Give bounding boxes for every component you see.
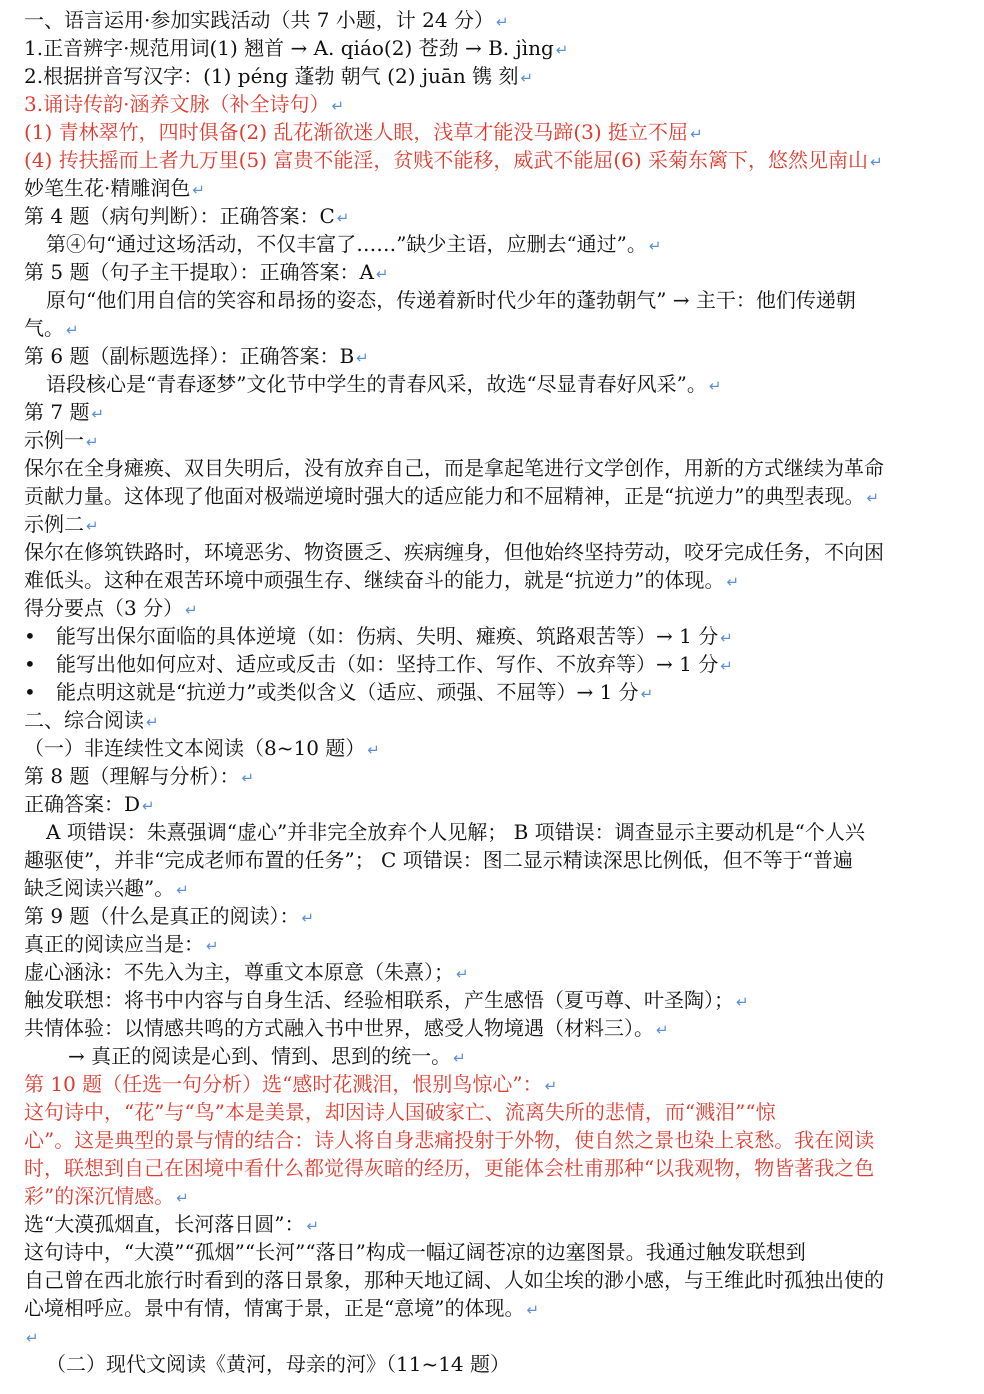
- text-line: [24, 706, 984, 734]
- text-line: [24, 818, 984, 846]
- paragraph-mark-icon: ↵: [142, 797, 155, 815]
- line-text: 趣驱使”，并非“完成老师布置的任务”； C 项错误：图二显示精读深思比例低，但不等于“普遍: [24, 848, 853, 872]
- paragraph-mark-icon: ↵: [192, 181, 205, 199]
- paragraph-mark-icon: ↵: [656, 1021, 669, 1039]
- paragraph-mark-icon: ↵: [720, 629, 733, 647]
- paragraph-mark-icon: ↵: [176, 881, 189, 899]
- line-text: 第 4 题（病句判断）：正确答案：C: [24, 204, 335, 228]
- text-line: [24, 202, 984, 230]
- text-line: [24, 566, 984, 594]
- text-line: [24, 650, 984, 678]
- line-text: 第 7 题: [24, 400, 90, 424]
- text-line: [24, 1154, 984, 1182]
- text-line: [24, 6, 984, 34]
- line-text: → 真正的阅读是心到、情到、思到的统一。: [68, 1044, 452, 1068]
- line-text: 能写出他如何应对、适应或反击（如：坚持工作、写作、不放弃等）→ 1 分: [56, 652, 719, 676]
- line-text: 彩”的深沉情感。: [24, 1184, 175, 1208]
- paragraph-mark-icon: ↵: [331, 97, 345, 115]
- text-line: [24, 1350, 984, 1378]
- text-line: [24, 1070, 984, 1098]
- paragraph-mark-icon: ↵: [306, 1217, 320, 1235]
- text-line: [24, 314, 984, 342]
- line-text: 能写出保尔面临的具体逆境（如：伤病、失明、瘫痪、筑路艰苦等）→ 1 分: [56, 624, 719, 648]
- line-text: 第 5 题（句子主干提取）：正确答案：A: [24, 260, 374, 284]
- line-text: 保尔在全身瘫痪、双目失明后，没有放弃自己，而是拿起笔进行文学创作，用新的方式继续为革命: [24, 456, 884, 480]
- paragraph-mark-icon: ↵: [648, 237, 662, 255]
- text-line: [24, 538, 984, 566]
- paragraph-mark-icon: ↵: [91, 405, 105, 423]
- line-text: 原句“他们用自信的笑容和昂扬的姿态，传递着新时代少年的蓬勃朝气” → 主干：他们传递朝: [46, 288, 856, 312]
- paragraph-mark-icon: ↵: [26, 1329, 39, 1347]
- text-line: [24, 174, 984, 202]
- line-text: 二、综合阅读: [24, 708, 144, 732]
- text-line: [24, 678, 984, 706]
- text-line: [24, 874, 984, 902]
- paragraph-mark-icon: ↵: [241, 769, 255, 787]
- paragraph-mark-icon: ↵: [526, 1301, 540, 1319]
- line-text: 3.诵诗传韵·涵养文脉（补全诗句）: [24, 92, 330, 116]
- text-line: [24, 286, 984, 314]
- paragraph-mark-icon: ↵: [726, 573, 740, 591]
- line-text: 2.根据拼音写汉字：(1) péng 蓬勃 朝气 (2) juān 镌 刻: [24, 64, 519, 88]
- paragraph-mark-icon: ↵: [356, 349, 369, 367]
- line-text: 心”。这是典型的景与情的结合：诗人将自身悲痛投射于外物，使自然之景也染上哀愁。我在阅读: [24, 1128, 875, 1152]
- line-text: 这句诗中，“大漠”“孤烟”“长河”“落日”构成一幅辽阔苍凉的边塞图景。我通过触发联想到: [24, 1240, 806, 1264]
- text-line: [24, 1322, 984, 1350]
- text-line: [24, 146, 984, 174]
- paragraph-mark-icon: ↵: [866, 489, 880, 507]
- text-line: [24, 762, 984, 790]
- paragraph-mark-icon: ↵: [66, 321, 79, 339]
- paragraph-mark-icon: ↵: [456, 965, 469, 983]
- text-line: [24, 986, 984, 1014]
- paragraph-mark-icon: ↵: [495, 13, 509, 31]
- line-text: A 项错误：朱熹强调“虚心”并非完全放弃个人见解； B 项错误：调查显示主要动机是“个人兴: [46, 820, 865, 844]
- line-text: 触发联想：将书中内容与自身生活、经验相联系，产生感悟（夏丏尊、叶圣陶）；: [24, 988, 734, 1012]
- line-text: 难低头。这种在艰苦环境中顽强生存、继续奋斗的能力，就是“抗逆力”的体现。: [24, 568, 725, 592]
- text-line: [24, 1294, 984, 1322]
- text-line: [24, 118, 984, 146]
- paragraph-mark-icon: ↵: [375, 265, 389, 283]
- line-text: 选“大漠孤烟直，长河落日圆”：: [24, 1212, 305, 1236]
- text-line: [24, 902, 984, 930]
- line-text: 语段核心是“青春逐梦”文化节中学生的青春风采，故选“尽显青春好风采”。: [46, 372, 707, 396]
- line-text: 时，联想到自己在困境中看什么都觉得灰暗的经历，更能体会杜甫那种“以我观物，物皆著我之色: [24, 1156, 875, 1180]
- paragraph-mark-icon: ↵: [453, 1049, 466, 1067]
- line-text: 第 8 题（理解与分析）：: [24, 764, 240, 788]
- line-text: 一、语言运用·参加实践活动（共 7 小题，计 24 分）: [24, 8, 494, 32]
- line-text: 这句诗中，“花”与“鸟”本是美景，却因诗人国破家亡、流离失所的悲情，而“溅泪”“惊: [24, 1100, 776, 1124]
- line-text: 得分要点（3 分）: [24, 596, 184, 620]
- line-text: 第 6 题（副标题选择）：正确答案：B: [24, 344, 355, 368]
- line-text: 自己曾在西北旅行时看到的落日景象，那种天地辽阔、人如尘埃的渺小感，与王维此时孤独出使的: [24, 1268, 884, 1292]
- paragraph-mark-icon: ↵: [555, 41, 569, 59]
- line-text: 第 10 题（任选一句分析）选“感时花溅泪，恨别鸟惊心”：: [24, 1072, 543, 1096]
- paragraph-mark-icon: ↵: [86, 517, 99, 535]
- text-line: [24, 258, 984, 286]
- line-text: 能点明这就是“抗逆力”或类似含义（适应、顽强、不屈等）→ 1 分: [56, 680, 639, 704]
- text-line: [24, 1098, 984, 1126]
- line-text: 第④句“通过这场活动，不仅丰富了……”缺少主语，应删去“通过”。: [46, 232, 647, 256]
- text-line: [24, 398, 984, 426]
- paragraph-mark-icon: ↵: [870, 153, 883, 171]
- line-text: 妙笔生花·精雕润色: [24, 176, 191, 200]
- line-text: 共情体验：以情感共鸣的方式融入书中世界，感受人物境遇（材料三）。: [24, 1016, 654, 1040]
- paragraph-mark-icon: ↵: [146, 713, 159, 731]
- line-text: 心境相呼应。景中有情，情寓于景，正是“意境”的体现。: [24, 1296, 525, 1320]
- line-text: 缺乏阅读兴趣”。: [24, 876, 175, 900]
- paragraph-mark-icon: ↵: [336, 209, 350, 227]
- text-line: [24, 342, 984, 370]
- text-line: [24, 1126, 984, 1154]
- paragraph-mark-icon: ↵: [708, 377, 722, 395]
- line-text: (4) 抟扶摇而上者九万里(5) 富贵不能淫，贫贱不能移，威武不能屈(6) 采菊东篱下，悠然见南山: [24, 148, 869, 172]
- line-text: 示例一: [24, 428, 84, 452]
- line-text: (1) 青林翠竹，四时俱备(2) 乱花渐欲迷人眼，浅草才能没马蹄(3) 挺立不屈: [24, 120, 689, 144]
- line-text: （一）非连续性文本阅读（8~10 题）: [24, 736, 366, 760]
- bullet-marker: •: [24, 624, 36, 648]
- paragraph-mark-icon: ↵: [736, 993, 749, 1011]
- paragraph-mark-icon: ↵: [520, 69, 534, 87]
- line-text: 保尔在修筑铁路时，环境恶劣、物资匮乏、疾病缠身，但他始终坚持劳动，咬牙完成任务，不向困: [24, 540, 884, 564]
- text-line: [24, 62, 984, 90]
- paragraph-mark-icon: ↵: [544, 1077, 558, 1095]
- line-text: 第 9 题（什么是真正的阅读）：: [24, 904, 300, 928]
- text-line: [24, 622, 984, 650]
- text-line: [24, 1042, 984, 1070]
- text-line: [24, 1238, 984, 1266]
- paragraph-mark-icon: ↵: [301, 909, 315, 927]
- paragraph-mark-icon: ↵: [690, 125, 703, 143]
- paragraph-mark-icon: ↵: [86, 433, 99, 451]
- text-line: [24, 482, 984, 510]
- paragraph-mark-icon: ↵: [185, 601, 198, 619]
- paragraph-mark-icon: ↵: [367, 741, 380, 759]
- paragraph-mark-icon: ↵: [640, 685, 654, 703]
- text-line: [24, 426, 984, 454]
- text-line: [24, 1210, 984, 1238]
- text-line: [24, 370, 984, 398]
- text-line: [24, 930, 984, 958]
- text-line: [24, 1266, 984, 1294]
- text-line: [24, 958, 984, 986]
- bullet-marker: •: [24, 652, 36, 676]
- text-line: [24, 846, 984, 874]
- line-text: 1.正音辨字·规范用词(1) 翘首 → A. qiáo(2) 苍劲 → B. jìng: [24, 36, 554, 60]
- text-line: [24, 594, 984, 622]
- bullet-marker: •: [24, 680, 36, 704]
- text-line: [24, 454, 984, 482]
- line-text: 正确答案：D: [24, 792, 141, 816]
- text-line: [24, 1182, 984, 1210]
- text-line: [24, 1014, 984, 1042]
- line-text: 示例二: [24, 512, 84, 536]
- text-line: [24, 790, 984, 818]
- line-text: 气。: [24, 316, 64, 340]
- text-line: [24, 510, 984, 538]
- text-line: [24, 230, 984, 258]
- text-line: [24, 34, 984, 62]
- paragraph-mark-icon: ↵: [206, 937, 219, 955]
- text-line: [24, 90, 984, 118]
- line-text: 真正的阅读应当是：: [24, 932, 204, 956]
- text-line: [24, 734, 984, 762]
- line-text: 虚心涵泳：不先入为主，尊重文本原意（朱熹）；: [24, 960, 454, 984]
- line-text: 贡献力量。这体现了他面对极端逆境时强大的适应能力和不屈精神，正是“抗逆力”的典型表现。: [24, 484, 865, 508]
- paragraph-mark-icon: ↵: [720, 657, 733, 675]
- line-text: （二）现代文阅读《黄河，母亲的河》（11~14 题）: [46, 1352, 511, 1376]
- paragraph-mark-icon: ↵: [176, 1189, 189, 1207]
